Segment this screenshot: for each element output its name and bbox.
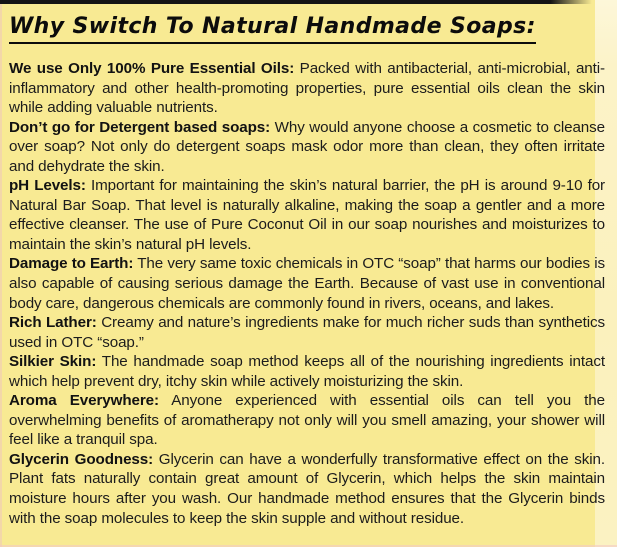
benefit-paragraph-rich-lather [9, 313, 605, 352]
page-title [9, 14, 605, 44]
benefit-paragraph-essential-oils [9, 59, 605, 118]
page-title-text: Why Switch To Natural Handmade Soaps: [9, 14, 536, 44]
benefit-lead: Damage to Earth: [9, 255, 134, 273]
benefit-body: Why would anyone choose a cosmetic to cleanse over soap? Not only do detergent soaps mask odor more than clean, they often irritate and dehydrate the skin. [9, 118, 605, 175]
benefit-paragraph-ph-levels [9, 176, 605, 254]
benefit-body: Anyone experienced with essential oils can tell you the overwhelming benefits of aromatherapy not only will you smell amazing, your shower will feel like a tranquil spa. [9, 392, 605, 449]
benefit-paragraph-damage-to-earth [9, 254, 605, 313]
benefit-paragraph-silkier-skin [9, 352, 605, 391]
benefit-lead: Silkier Skin: [9, 353, 97, 371]
benefit-body: Important for maintaining the skin’s natural barrier, the pH is around 9-10 for Natural Bar Soap. That level is naturally alkaline, making the soap a gentler and a more effective cleanser. The use of Pure Coconut Oil in our soap nourishes and moisturizes to maintain the skin’s natural pH levels. [9, 177, 606, 253]
benefit-lead: We use Only 100% Pure Essential Oils: [9, 60, 295, 77]
benefits-list [9, 59, 605, 528]
benefit-body: Packed with antibacterial, anti-microbial, anti-inflammatory and other health-promoting properties, pure essential oils clean the skin while adding valuable nutrients. [9, 60, 605, 117]
benefit-lead: Don’t go for Detergent based soaps: [9, 118, 271, 136]
top-border-strip [0, 0, 592, 4]
benefit-body: Creamy and nature’s ingredients make for much richer suds than synthetics used in OTC “soap.” [9, 314, 606, 351]
benefit-body: The handmade soap method keeps all of the nourishing ingredients intact which help prevent dry, itchy skin while actively moisturizing the skin. [9, 353, 605, 390]
benefit-body: The very same toxic chemicals in OTC “soap” that harms our bodies is also capable of causing serious damage the Earth. Because of vast use in conventional body care, dangerous chemicals are commonly found in rivers, oceans, and lakes. [9, 255, 605, 312]
benefit-lead: pH Levels: [9, 177, 86, 195]
benefit-lead: Aroma Everywhere: [9, 392, 159, 410]
benefit-body: Glycerin can have a wonderfully transformative effect on the skin. Plant fats naturally contain great amount of Glycerin, which helps the skin maintain moisture hours after you wash. Our handmade method ensures that the Glycerin binds with the soap molecules to keep the skin supple and without residue. [9, 450, 605, 527]
benefit-lead: Glycerin Goodness: [9, 450, 154, 468]
benefit-lead: Rich Lather: [9, 314, 97, 332]
benefit-paragraph-detergent [9, 118, 605, 177]
benefit-paragraph-aroma [9, 391, 605, 450]
benefit-paragraph-glycerin [9, 450, 605, 528]
